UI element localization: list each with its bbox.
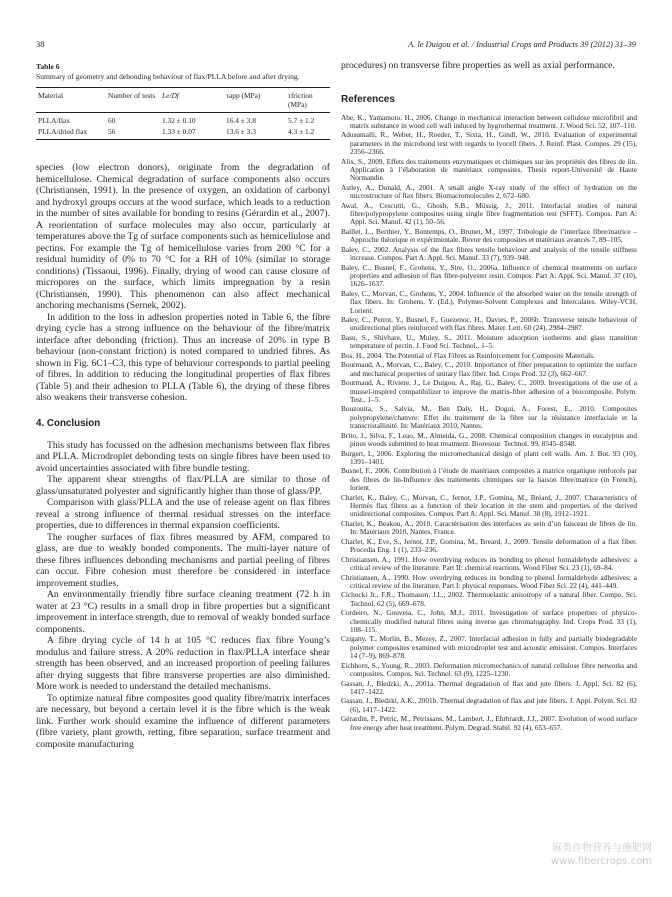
table-cell: PLLA/flax [38, 116, 71, 125]
reference-item: Burgert, I., 2006. Exploring the micromechanical design of plant cell walls. Am. J. Bot. 93 (10), 1391–1401. [341, 448, 637, 466]
reference-item: Czigany, T., Morlin, B., Mezey, Z., 2007. Interfacial adhesion in fully and partially biodegradable polymer composites examined with microdroplet test and acoustic emission. Compos. Interfaces 14 (7–9), 869–878. [341, 634, 637, 661]
reference-item: Eichhorn, S., Young, R., 2003. Deformation micromechanics of natural cellulose fibre networks and composites. Compos. Sci. Technol. 63 (9), 1225–1230. [341, 660, 637, 679]
col-header-number: Number of tests [106, 88, 160, 113]
reference-item: Busnel, F., 2006. Contribution à l’étude de matériaux composites à matrice organique renforcés par des fibres de lin-Influence des traitements chimiques sur la liaison fibre/matrice (in French), lorient. [341, 466, 637, 493]
reference-item: Abe, K., Yamamoto, H., 2006. Change in mechanical interaction between cellulose microfibril and matrix substance in wood cell wall induced by hygrothermal treatment. J. Wood Sci. 52, 107–110. [341, 112, 637, 130]
reference-item: Adusumalli, R., Weber, H., Roeder, T., Sixta, H., Gindl, W., 2010. Evaluation of experimental parameters in the microbond test with regards to lyocell fibers. J. Reinf. Plast. Compos. 29 (15), 2356–2366. [341, 130, 637, 157]
body-paragraph: procedures) on transverse fibre properties as well as axial performance. [341, 60, 615, 71]
reference-item: Christiansen, A., 1991. How overdrying reduces its bonding to phenol formaldehyde adhesives: a critical review of the literature. Part II: chemical reactions. Wood Fiber Sci. 23 (1), 69–84. [341, 554, 637, 572]
reference-item: Baley, C., Perrot, Y., Busnel, F., Guezenoc, H., Davies, P., 2006b. Transverse tensile behaviour of unidirectional plies reinforced with flax fibres. Mater. Lett. 60 (24), 2984–2987. [341, 315, 637, 333]
col-header-material: Material [36, 88, 106, 113]
table-cell: 13.6 ± 3.3 [224, 126, 286, 140]
conclusion-paragraph: This study has focussed on the adhesion mechanisms between flax fibres and PLLA. Microdroplet debonding tests on single fibres have been used to avoid uncertainties associated with fibre bundle testing. [36, 439, 330, 474]
right-column [341, 60, 637, 733]
watermark-line: www.fibercrops.com [550, 856, 652, 867]
reference-item: Bourmaud, A., Morvan, C., Baley, C., 2010. Importance of fiber preparation to optimize the surface and mechanical properties of unitary flax fiber. Ind. Crops Prod. 32 (3), 662–667. [341, 360, 637, 378]
table-cell: 1.32 ± 0.10 [162, 116, 196, 125]
table-cell: 60 [108, 116, 116, 125]
reference-item: Baillet, L., Berthier, Y., Bontemps, O., Brunet, M., 1997. Tribologie de l’interface fibre/matrice – Approche théorique et expérimentale. Revue des composites et matériaux avancés 7, 89–105. [341, 226, 637, 245]
reference-item: Bos, H., 2004. The Potential of Flax Fibres as Reinforcement for Composite Materials. [341, 350, 595, 360]
conclusion-paragraph: The apparent shear strengths of flax/PLLA are similar to those of glass/unsaturated polyester and significantly higher than those of glass/PP. [36, 474, 330, 497]
reference-item: Charlet, K., Baley, C., Morvan, C., Jernot, J.P., Gomina, M., Bréard, J., 2007. Characteristics of Hermès flax fibres as a function of their location in the stem and properties of the derived unidirectional composites. Compos. Part A: Appl. Sci. Manuf. 38 (8), 1912–1921. [341, 492, 637, 519]
table-cell: 1.33 ± 0.07 [160, 126, 224, 140]
reference-item: Awal, A., Cescutti, G., Ghosh, S.B., Müssig, J., 2011. Interfacial studies of natural fibre/polypropylene composites using single fibre fragmentation test (SFFT). Compos. Part A: Appl. Sci. Manuf. 42 (1), 50–56. [341, 200, 637, 227]
table-cell: 16.4 ± 3.8 [226, 116, 256, 125]
reference-item: Gassan, J., Bledzki, A.K., 2001b. Thermal degradation of flax and jute fibers. J. Appl. Polym. Sci. 82 (6), 1417–1422. [341, 696, 637, 714]
page-number: 38 [36, 40, 45, 49]
reference-item: Baley, C., Busnel, F., Grohens, Y., Sire, O., 2006a. Influence of chemical treatments on surface properties and adhesion of flax fibre-polyester resin. Compos. Part A: Appl. Sci. Manuf. 37 (10), 1626–1637. [341, 262, 637, 289]
reference-item: Charlet, K., Eve, S., Jernot, J.P., Gomina, M., Breard, J., 2009. Tensile deformation of a flax fiber. Procedia Eng. 1 (1), 233–236. [341, 536, 637, 555]
conclusion-paragraph: The rougher surfaces of flax fibres measured by AFM, compared to glass, are due to weakly bonded components. The multi-layer nature of these fibres influences debonding mechanisms and partial peeling of fibres can occur. Fibre cohesion must therefore be considered in interface improvement studies. [36, 531, 330, 589]
reference-item: Charlet, K., Beakou, A., 2010. Caractérisation des interfaces au sein d’un faisceau de fibres de lin. In: Matériaux 2010, Nantes, France. [341, 518, 637, 537]
conclusion-paragraph: An environmentally friendly fibre surface cleaning treatment (72 h in water at 23 °C) results in a small drop in fibre properties but a significant improvement in interface strength, due to removal of weakly bonded surface components. [36, 589, 330, 635]
table-cell: 5.7 ± 1.2 [288, 116, 315, 125]
body-paragraph: species (low electron donors), originate from the degradation of hemicellulose. Chemical degradation of surface components also occurs (Christiansen, 1991). In the presence of oxygen, an oxidation of carbonyl and hydroxyl groups occurs at the wood surface, which leads to a reduction in the number of sites available for bonding to resins (Gérardin et al., 2007). A reorientation of surface molecules may also occur, particularly at temperatures above the Tg of surface components such as hemicellulose and pectins. For example the Tg of hemicellulose varies from 200 °C for a residual humidity of 0% to 70 °C for a RH of 10% (similar to storage conditions) (Tissaoui, 1996). Finally, drying of wood can cause closure of micropores on the surface, which limits impregnation by a resin (Christiansen, 1990). This phenomenon can also affect mechanical anchoring mechanisms (Sernek, 2002). [36, 162, 330, 311]
col-header-le-df: Le/Df [160, 88, 224, 113]
reference-item: Gassan, J., Bledzki, A., 2001a. Thermal degradation of flax and jute fibers. J. Appl. Sci. 82 (6), 1417–1422. [341, 678, 637, 696]
journal-citation: A. le Duigou et al. / Industrial Crops and Products 39 (2012) 31–39 [408, 40, 636, 49]
reference-item: Gérardin, P., Petric, M., Petrissans, M., Lambert, J., Ehrhrardt, J.J., 2007. Evolution of wood surface free energy after heat treatment. Polym. Degrad. Stabil. 92 (4), 653–657. [341, 714, 637, 732]
site-watermark [551, 842, 652, 868]
reference-item: Astley, A., Donald, A., 2001. A small angle X-ray study of the effect of hydration on the microstructure of flax fibers. Biomacromolecules 2, 672–680. [341, 182, 637, 201]
table-cell: PLLA/dried flax [36, 126, 106, 140]
table-cell: 4.3 ± 1.2 [286, 126, 330, 140]
watermark-line: 麻类作物营养与施肥网 [552, 843, 652, 854]
reference-item: Bourmaud, A., Riviere, J., Le Duigou, A., Raj, G., Baley, C., 2009. Investigations of the use of a mussel-inspired compatibilizer to improve the matrix-fiber adhesion of a biocomposite. Polym. Test., 1–5. [341, 378, 637, 404]
table-6 [36, 62, 330, 162]
section-heading-conclusion: 4. Conclusion [36, 417, 101, 429]
col-header-tau-friction: τfriction (MPa) [286, 88, 330, 113]
reference-list [341, 114, 637, 733]
conclusion-paragraph: To optimize natural fibre composites good quality fibre/matrix interfaces are necessary, but beyond a certain level it is the fibre which is the weak link. Further work should examine the influence of different parameters (fibre variety, plant growth, retting, fibre separation, surface treatment and composite manufacturing [36, 692, 330, 750]
conclusion-paragraph: Comparison with glass/PLLA and the use of release agent on flax fibres reveal a strong influence of thermal residual stresses on the interface properties, due to differences in thermal expansion coefficients. [36, 497, 330, 531]
reference-item: Christiansen, A., 1990. How overdrying reduces its bonding to phenol formaldehyde adhesives: a critical review of the literature. Part I: physical responses. Wood Fiber Sci. 22 (4), 441–449. [341, 572, 637, 590]
reference-item: Alix, S., 2009. Effets des traitements enzymatiques et chimiques sur les propriétés des fibres de lin. Application à l’élaboration de matériaux composites, Thesis report-Université de Haute Normandie. [341, 156, 637, 183]
table-caption [36, 62, 330, 82]
reference-item: Cordeiro, N., Gouveia, C., John, M.J., 2011. Investigation of surface properties of physico-chemically modified natural fibres using inverse gas chromatography. Ind. Crops Prod. 33 (1), 108–115. [341, 608, 637, 634]
reference-item: Brito, J., Silva, F., Leao, M., Almeida, G., 2008. Chemical composition changes in eucalyptus and pinus woods submitted to heat treatment. Bioresour. Technol. 99, 8545–8548. [341, 430, 637, 449]
table-label: Table 6 [36, 62, 60, 71]
reference-item: Bouzouita, S., Salvia, M., Ben Daly, H., Dogui, A., Forest, E., 2010. Composites polypropylene/chanvre: Effet du traitement de la fibre sur la résistance interfaciale et la transcristallinité. In: Matériaux 2010, Nantes. [341, 404, 637, 431]
reference-item: Baley, C., Morvan, C., Grohens, Y., 2004. Influence of the absorbed water on the tensile strength of flax fibers. In: Grohens, Y. (Ed.), Polymer-Solvent Complexes and Intercalates. Wiley-VCH, Lorient. [341, 288, 637, 315]
reference-item: Cichocki Jr., F.R., Thomason, J.L., 2002. Thermoelastic anisotropy of a natural fiber. Compo. Sci. Technol. 62 (5), 669–678. [341, 590, 637, 608]
conclusion-paragraph: A fibre drying cycle of 14 h at 105 °C reduces flax fibre Young’s modulus and failure stress. A 20% reduction in flax/PLLA interface shear strength has been observed, and an increased proportion of peeling failures after drying suggests that fibre transverse properties are also diminished. More work is needed to understand the detailed mechanisms. [36, 635, 330, 692]
reference-item: Basu, S., Shivhare, U., Muley, S., 2011. Moisture adsorption isotherms and glass transition temperature of pectin. J. Food Sci. Technol., 1–5. [341, 332, 637, 351]
left-column [36, 62, 330, 750]
running-header [36, 38, 636, 52]
references-heading: References [341, 93, 395, 105]
col-header-tau-app: τapp (MPa) [224, 88, 286, 113]
table-row [36, 113, 330, 127]
table-6-grid [36, 87, 330, 140]
table-cell: 56 [106, 126, 160, 140]
table-caption-text: Summary of geometry and debonding behaviour of flax/PLLA before and after drying. [36, 72, 300, 81]
table-row [36, 126, 330, 140]
body-paragraph: In addition to the loss in adhesion properties noted in Table 6, the fibre drying cycle has a strong influence on the behaviour of the fibre/matrix interface after debonding (friction). Thus an increase of 20% in type B behaviour (non-constant friction) is noted compared to undried fibres. As shown in Fig. 6C1–C3, this type of behaviour corresponds to partial peeling of fibres. In addition to reducing the longitudinal properties of flax fibres (Table 5) and their adhesion to PLLA (Table 6), the drying of these fibres also weakens their transverse cohesion. [36, 311, 330, 403]
reference-item: Baley, C., 2002. Analysis of the flax fibres tensile behaviour and analysis of the tensile stiffness increase. Compos. Part A: Appl. Sci. Manuf. 33 (7), 939–948. [341, 244, 637, 263]
